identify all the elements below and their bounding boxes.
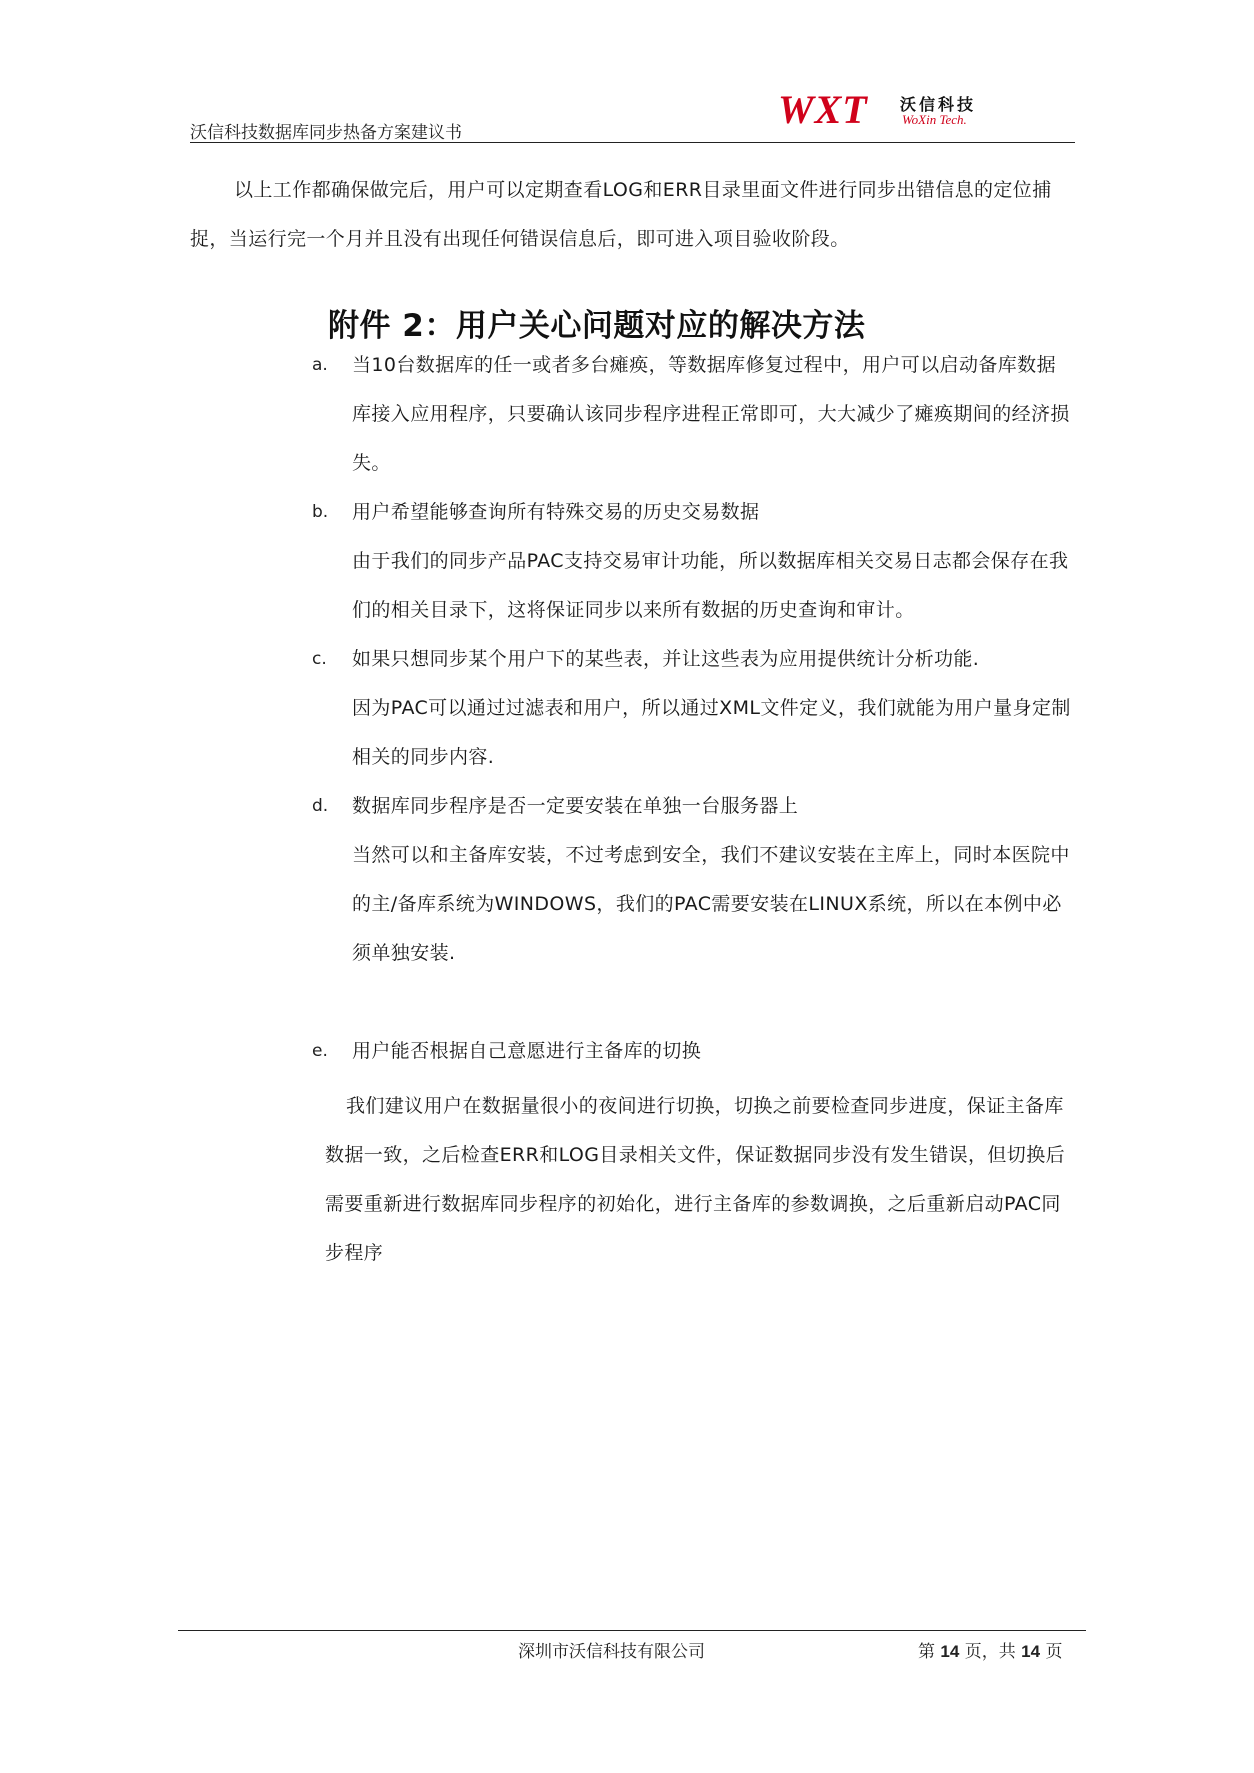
list-marker: e.	[312, 1041, 328, 1061]
footer-company-name: 深圳市沃信科技有限公司	[518, 1642, 705, 1662]
list-marker: a.	[312, 355, 328, 375]
item-question: 如果只想同步某个用户下的某些表，并让这些表为应用提供统计分析功能.	[352, 648, 980, 670]
page-number	[918, 1637, 1062, 1662]
logo-chinese-name: 沃信科技	[900, 95, 977, 114]
item-answer: 因为PAC可以通过过滤表和用户，所以通过XML文件定义，我们就能为用户量身定制相关的同步内容.	[352, 697, 1071, 768]
current-page: 14	[940, 1642, 960, 1661]
item-answer: 当然可以和主备库安装，不过考虑到安全，我们不建议安装在主库上，同时本医院中的主/备库系统为WINDOWS，我们的PAC需要安装在LINUX系统，所以在本例中必须单独安装.	[352, 844, 1070, 964]
item-question: 数据库同步程序是否一定要安装在单独一台服务器上	[352, 795, 799, 817]
logo-mark: WXT	[778, 87, 868, 132]
list-marker: b.	[312, 502, 329, 522]
item-question: 当10台数据库的任一或者多台瘫痪，等数据库修复过程中，用户可以启动备库数据库接入应用程序，只要确认该同步程序进程正常即可，大大减少了瘫痪期间的经济损失。	[352, 354, 1070, 474]
page-mid: 页，共	[964, 1642, 1016, 1662]
company-logo	[778, 87, 1008, 136]
item-question: 用户希望能够查询所有特殊交易的历史交易数据	[352, 501, 760, 523]
closing-paragraph: 我们建议用户在数据量很小的夜间进行切换，切换之前要检查同步进度，保证主备库数据一致，之后检查ERR和LOG目录相关文件，保证数据同步没有发生错误，但切换后需要重新进行数据库同步程序的初始化，进行主备库的参数调换，之后重新启动PAC同步程序	[325, 1095, 1065, 1264]
list-item-c	[312, 635, 1074, 782]
intro-paragraph: 以上工作都确保做完后，用户可以定期查看LOG和ERR目录里面文件进行同步出错信息的定位捕捉，当运行完一个月并且没有出现任何错误信息后，即可进入项目验收阶段。	[190, 179, 1052, 250]
item-answer: 由于我们的同步产品PAC支持交易审计功能，所以数据库相关交易日志都会保存在我们的相关目录下，这将保证同步以来所有数据的历史查询和审计。	[352, 550, 1069, 621]
list-item-e	[312, 1027, 1074, 1076]
list-item-a	[312, 341, 1074, 488]
document-header-title: 沃信科技数据库同步热备方案建议书	[190, 123, 462, 143]
total-pages: 14	[1021, 1642, 1041, 1661]
list-item-d	[312, 782, 1074, 978]
page-suffix: 页	[1045, 1642, 1063, 1662]
item-question: 用户能否根据自己意愿进行主备库的切换	[352, 1040, 702, 1062]
list-marker: c.	[312, 649, 327, 669]
list-marker: d.	[312, 796, 329, 816]
logo-english-name: WoXin Tech.	[902, 112, 967, 127]
section-title: 附件 2：用户关心问题对应的解决方法	[328, 308, 866, 344]
header-divider	[190, 142, 1075, 143]
list-item-b	[312, 488, 1074, 635]
page-prefix: 第	[918, 1642, 935, 1662]
footer-divider	[178, 1630, 1086, 1631]
